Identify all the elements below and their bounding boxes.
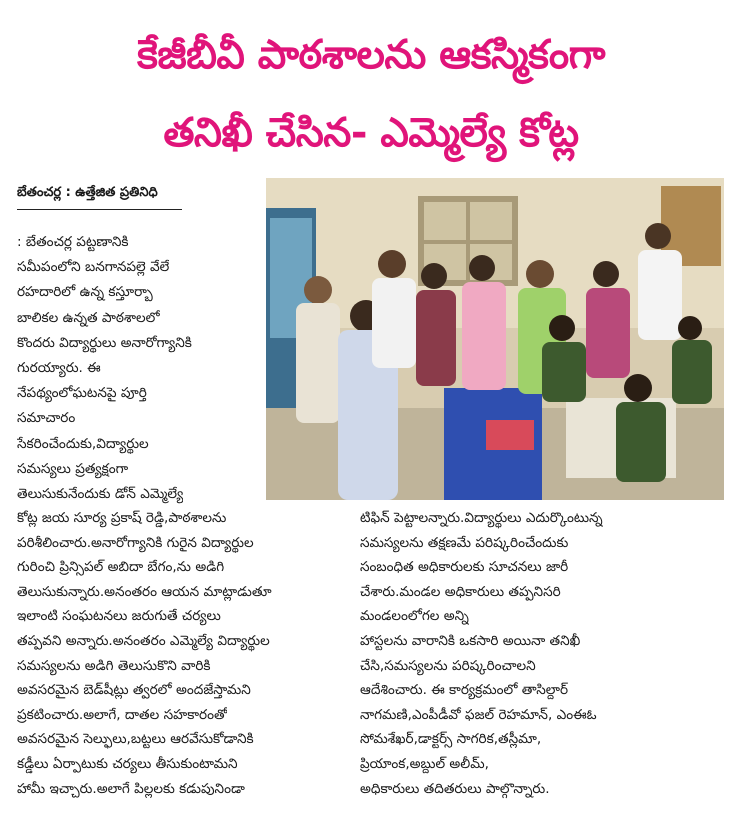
article-line: : బేతంచర్ల పట్టణానికి <box>17 234 129 250</box>
article-line: సమస్యలను తక్షణమే పరిష్కరించేందుకు <box>360 534 569 551</box>
article-line: టిఫిన్ పెట్టాలన్నారు.విద్యార్థులు ఎదుర్కొంటున్న <box>360 510 603 526</box>
byline-rule <box>17 209 182 210</box>
article-line: నాగమణి,ఎంపీడీవో ఫజల్ రెహమాన్, ఎంఈఓ <box>360 706 597 723</box>
article-line: సమస్యలు ప్రత్యక్షంగా <box>17 460 129 477</box>
article-line: ఆదేశించారు. ఈ కార్యక్రమంలో తాసిల్దార్ <box>360 682 569 699</box>
article-line: గురయ్యారు. ఈ <box>17 360 101 376</box>
article-line: కోట్ల జయ సూర్య ప్రకాష్ రెడ్డి,పాఠశాలను <box>17 510 227 526</box>
article-line: సేకరించేందుకు,విద్యార్థుల <box>17 435 149 452</box>
article-line: రహదారిలో ఉన్న కస్తూర్బా <box>17 284 153 301</box>
article-line: నేపథ్యంలోఘటనపై పూర్తి <box>17 385 147 402</box>
article-line: చేశారు.మండల అధికారులు తప్పనిసరి <box>360 583 561 600</box>
article-line: అవసరమైన సెల్ఫులు,బట్టలు ఆరవేసుకోడానికి <box>17 731 254 748</box>
article-line: తప్పవని అన్నారు.అనంతరం ఎమ్మెల్యే విద్యార్థుల <box>17 633 270 649</box>
article-line: గురించి ప్రిన్సిపల్ అబిదా బేగం,ను అడిగి <box>17 559 225 576</box>
article-line: హామీ ఇచ్చారు.అలాగే పిల్లలకు కడుపునిండా <box>17 780 245 797</box>
article-line: పరిశీలించారు.అనారోగ్యానికి గురైన విద్యార్థుల <box>17 534 254 551</box>
article-line: అధికారులు తదితరులు పాల్గొన్నారు. <box>360 780 550 797</box>
article-line: సమస్యలను అడిగి తెలుసుకొని వారికి <box>17 657 211 674</box>
article-line: అవసరమైన బెడ్‌షీట్లు త్వరలో అందజేస్తామని <box>17 682 251 699</box>
article-line: కొందరు విద్యార్థులు అనారోగ్యానికి <box>17 334 192 351</box>
article-line: ఇలాంటి సంఘటనలు జరుగుతే చర్యలు <box>17 608 221 625</box>
article-line: తెలుసుకున్నారు.అనంతరం ఆయన మాట్లాడుతూ <box>17 583 272 600</box>
article-line: సమాచారం <box>17 410 76 427</box>
article-line: హాస్టలను వారానికి ఒకసారి అయినా తనిఖీ <box>360 633 581 649</box>
headline-line-1: కేజీబీవీ పాఠశాలను ఆకస్మికంగా <box>136 32 606 78</box>
article-line: ప్రకటించారు.అలాగే, దాతల సహకారంతో <box>17 706 228 723</box>
byline: బేతంచర్ల : ఉత్తేజిత ప్రతినిధి <box>17 185 158 200</box>
article-line: సోమశేఖర్,డాక్టర్స్ సాగరిక,తస్లీమా, <box>360 731 542 748</box>
classroom-photo <box>266 178 724 500</box>
article-line: చేసి,సమస్యలను పరిష్కరించాలని <box>360 657 536 674</box>
article-line: సమీపంలోని బనగానపల్లె వేలే <box>17 259 170 276</box>
article-line: మండలంలోగల అన్ని <box>360 608 469 625</box>
article-line: బాలికల ఉన్నత పాఠశాలలో <box>17 309 160 326</box>
classroom-photo-illustration <box>266 178 724 500</box>
article-line: కడ్డీలు ఏర్పాటుకు చర్యలు తీసుకుంటామని <box>17 756 238 772</box>
article-line: తెలుసుకునేందుకు డోన్ ఎమ్మెల్యే <box>17 486 184 502</box>
headline-line-2: తనిఖీ చేసిన- ఎమ్మెల్యే కోట్ల <box>163 110 579 156</box>
article-line: సంబంధిత అధికారులకు సూచనలు జారీ <box>360 559 569 576</box>
article-line: ప్రియాంక,అబ్దుల్ అలీమ్, <box>360 756 489 772</box>
